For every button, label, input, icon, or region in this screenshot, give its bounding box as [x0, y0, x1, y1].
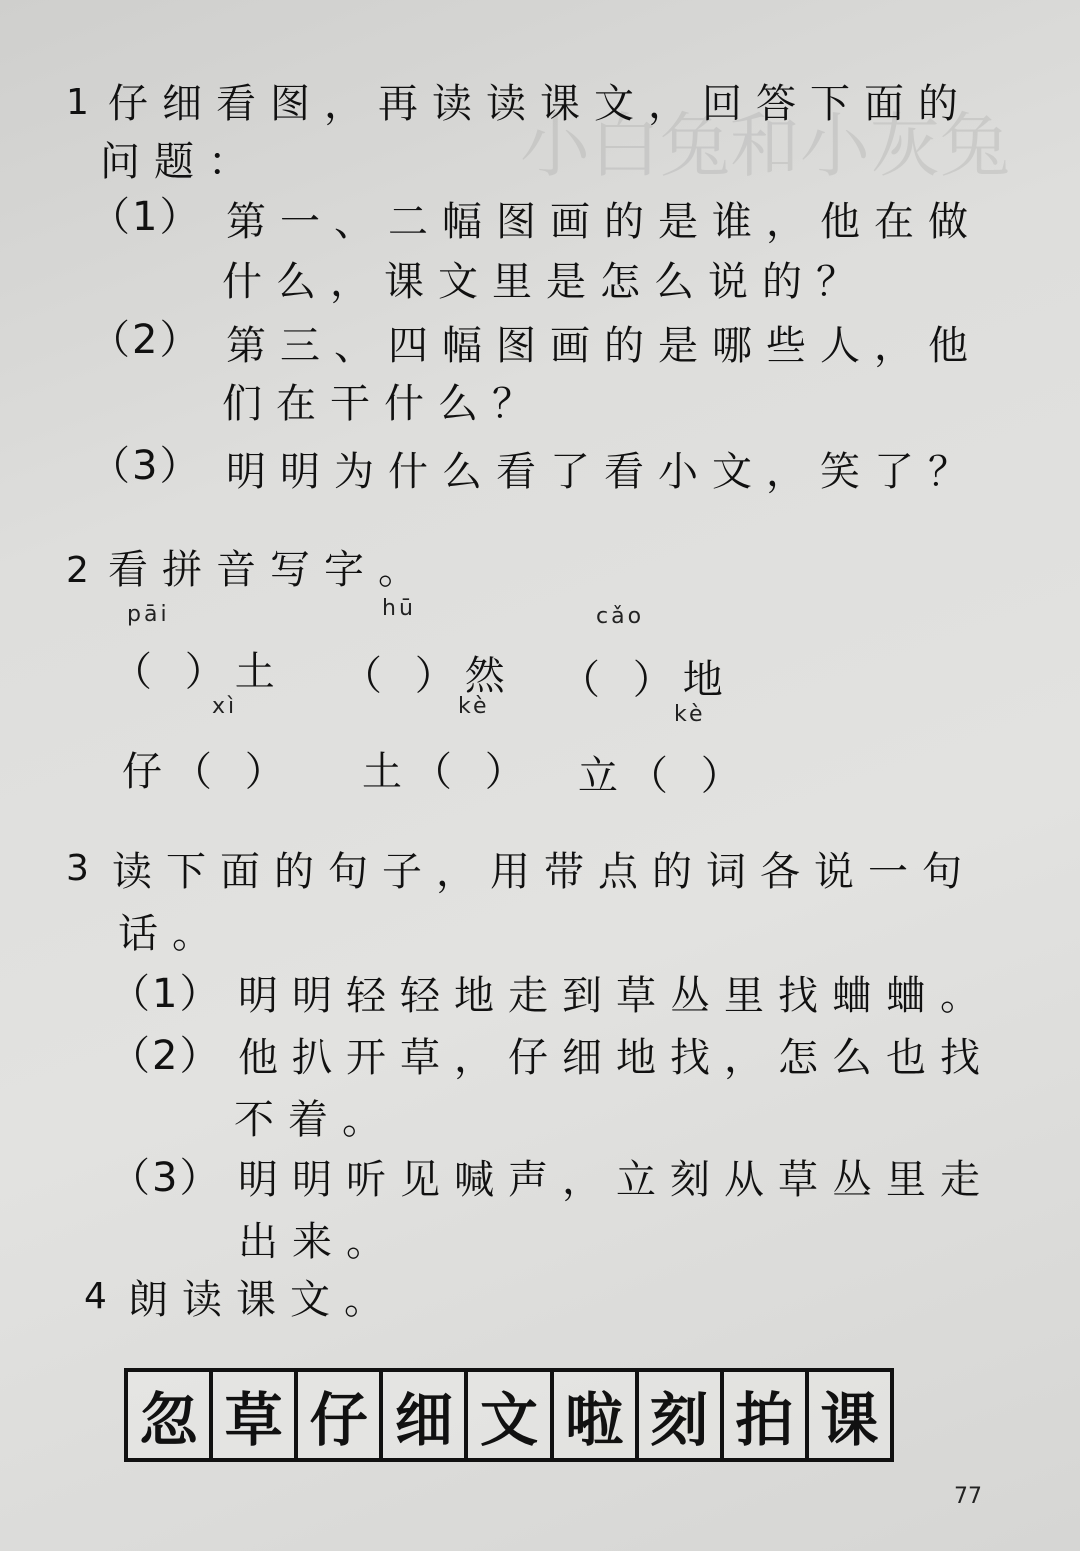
q2-title: 看拼音写字。: [108, 547, 432, 593]
q3-sub3-label: （3）: [110, 1155, 222, 1201]
q1-sub1-line2: 什么，课文里是怎么说的？: [222, 259, 870, 305]
fill-blank-2: （ ）然: [342, 653, 515, 699]
fill-blank-1: （ ）土: [112, 649, 285, 695]
fill-blank-5: 土（ ）: [362, 749, 535, 795]
fill-blank-4: 仔（ ）: [122, 749, 295, 795]
q1-sub3-label: （3）: [90, 443, 202, 489]
pinyin-ke-2: kè: [674, 702, 706, 727]
char-cell: 课: [820, 1386, 879, 1454]
q1-number: 1: [66, 82, 89, 123]
char-cell: 仔: [298, 1372, 383, 1458]
q2-number: 2: [66, 550, 89, 591]
fill-blank-3: （ ）地: [560, 657, 733, 703]
char-cell: 文: [468, 1372, 553, 1458]
char-cell: 拍: [724, 1372, 809, 1458]
char-cell: 忽: [128, 1372, 213, 1458]
char-cell: 啦: [554, 1372, 639, 1458]
pinyin-pai: pāi: [127, 602, 170, 627]
q1-sub1-line1: 第一、二幅图画的是谁，他在做: [226, 199, 982, 245]
character-grid: [124, 1368, 894, 1462]
q1-sub3-line1: 明明为什么看了看小文，笑了？: [226, 449, 982, 495]
fill-blank-6: 立（ ）: [578, 753, 751, 799]
pinyin-ke-1: kè: [458, 694, 490, 719]
q3-sub2-label: （2）: [110, 1033, 222, 1079]
q3-sub3-line1: 明明听见喊声，立刻从草丛里走: [238, 1157, 994, 1203]
q3-text-line2: 话。: [118, 911, 226, 957]
q4-title: 朗读课文。: [128, 1277, 398, 1323]
q3-text-line1: 读下面的句子，用带点的词各说一句: [112, 849, 976, 895]
char-cell: 细: [383, 1372, 468, 1458]
q3-sub2-line1: 他扒开草，仔细地找，怎么也找: [238, 1035, 994, 1081]
pinyin-hu: hū: [382, 596, 416, 621]
q3-sub1-label: （1）: [110, 971, 222, 1017]
q3-sub2-line2: 不着。: [234, 1097, 396, 1143]
q3-sub3-line2: 出来。: [238, 1219, 400, 1265]
bleed-through-title: 小白兔和小灰兔: [520, 105, 1010, 187]
q3-sub1-line1: 明明轻轻地走到草丛里找蛐蛐。: [238, 973, 994, 1019]
q1-text-line2: 问题：: [100, 139, 262, 185]
page-number: 77: [954, 1484, 982, 1509]
q1-sub2-line2: 们在干什么？: [222, 381, 546, 427]
char-cell: 刻: [639, 1372, 724, 1458]
q1-sub2-line1: 第三、四幅图画的是哪些人，他: [226, 323, 982, 369]
q1-sub1-label: （1）: [90, 194, 202, 240]
q1-sub2-label: （2）: [90, 317, 202, 363]
q3-number: 3: [66, 848, 89, 889]
q4-number: 4: [84, 1276, 107, 1317]
pinyin-xi: xì: [212, 694, 238, 719]
char-cell: 草: [213, 1372, 298, 1458]
pinyin-cao: cǎo: [596, 604, 645, 629]
q1-text-line1: 仔细看图，再读读课文，回答下面的: [108, 81, 972, 127]
